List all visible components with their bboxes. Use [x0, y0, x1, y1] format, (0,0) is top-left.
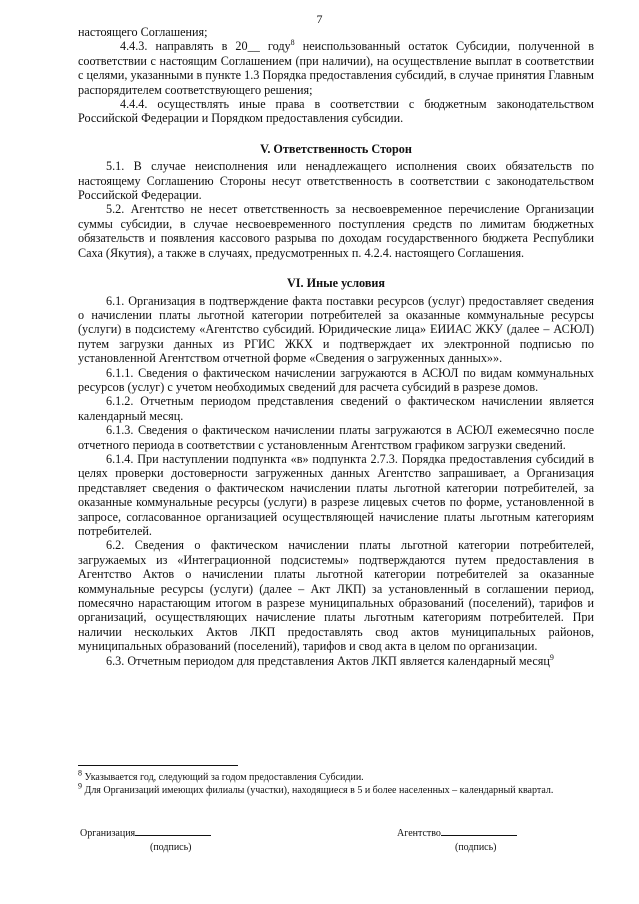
paragraph: [78, 452, 594, 538]
section-heading: [78, 276, 594, 290]
paragraph-text: 4.4.3. направлять в 20__ году: [120, 39, 291, 54]
paragraph-text: 6.2. Сведения о фактическом начислении платы льготной категории потребителей, загружаемых из «Интеграционной подсистемы» подтверждаются путем предоставления в Агентство Актов о начислении платы льготной категории потребителей за оказанные коммунальные ресурсы (услуги) (далее – Акт ЛКП) за установленный в соглашении период, помесячно нарастающим итогом в разрезе муниципальных образований (поселений), тарифов и организаций, осуществляющих начисление платы льготным категориям потребителей. При наличии нескольких Актов ЛКП предоставлять свод актов муниципальных районов, муниципальных образований (поселений), тарифов и свод акта в целом по организации.: [78, 538, 594, 654]
signature-organization: [80, 826, 211, 854]
signature-agency: [397, 826, 517, 854]
paragraph: [78, 25, 594, 39]
paragraph-text: V. Ответственность Сторон: [260, 141, 412, 156]
footnotes: [78, 768, 594, 798]
paragraph-text: 6.1.4. При наступлении подпункта «в» подпункта 2.7.3. Порядка предоставления субсидий в целях проверки достоверности загруженных данных Агентство запрашивает, а Организация представляет сведения о фактическом начислении платы льготной категории потребителей, за оказанные коммунальные ресурсы (услуги) в разрезе лицевых счетов по форме, установленной в запросе, согласованное организацией осуществляющей начисление платы льготным категориям потребителей.: [78, 451, 594, 538]
footnote-text: Для Организаций имеющих филиалы (участки), находящиеся в 5 и более населенных – календарный квартал.: [82, 785, 554, 796]
paragraph: [78, 97, 594, 126]
signature-line: [441, 826, 517, 836]
paragraph-text: 5.2. Агентство не несет ответственность за несвоевременное перечисление Организации суммы субсидии, в случае несвоевременного поступления средств по лимитам бюджетных обязательств и появления кассового разрыва по доходам государственного бюджета Республики Саха (Якутия), а также в случаях, предусмотренных п. 4.2.4. настоящего Соглашения.: [78, 202, 594, 260]
page-number: 7: [316, 12, 323, 26]
footnote: [78, 781, 594, 797]
paragraph: [78, 423, 594, 452]
footnote-mark: 9: [78, 781, 82, 791]
paragraph: [78, 654, 594, 668]
paragraph: [78, 202, 594, 260]
paragraph-text: неиспользованный остаток Субсидии, полученной в соответствии с настоящим Соглашением (при наличии), на осуществление выплат в соответствии с целями, указанными в пункте 1.3 Порядка предоставления субсидий, в случае принятия Главным распорядителем соответствующего решения;: [78, 39, 594, 97]
paragraph-text: 6.1.3. Сведения о фактическом начислении платы загружаются в АСЮЛ ежемесячно после отчетного периода в соответствии с установленным Агентством графиком загрузки сведений.: [78, 423, 594, 452]
paragraph-text: 5.1. В случае неисполнения или ненадлежащего исполнения своих обязательств по настоящему Соглашению Стороны несут ответственность в соответствии с законодательством Российской Федерации.: [78, 159, 594, 203]
signature-label-agency: Агентство: [397, 828, 441, 839]
footnote-mark: 8: [78, 768, 82, 778]
paragraph-text: 6.1.1. Сведения о фактическом начислении загружаются в АСЮЛ по видам коммунальных ресурсов (услуг) с учетом необходимых сведений для расчета субсидий в разрезе домов.: [78, 365, 594, 394]
paragraph: [78, 538, 594, 653]
paragraph: [78, 394, 594, 423]
paragraph-text: 4.4.4. осуществлять иные права в соответствии с бюджетным законодательством Российской Федерации и Порядком предоставления субсидии.: [78, 97, 594, 126]
section-heading: [78, 142, 594, 156]
paragraph-text: настоящего Соглашения;: [78, 25, 208, 39]
signature-caption: (подпись): [455, 842, 497, 853]
document-body: [78, 25, 594, 668]
footnote-separator: [78, 765, 238, 766]
paragraph: [78, 366, 594, 395]
footnote-ref[interactable]: 9: [549, 652, 554, 662]
paragraph-text: 6.1. Организация в подтверждение факта поставки ресурсов (услуг) предоставляет сведения о начислении платы льготной категории потребителей за оказанные коммунальные ресурсы (услуги) в подсистему «Агентство субсидий. Юридические лица» ЕИИАС ЖКУ (далее – АСЮЛ) путем загрузки данных из РГИС ЖКХ и подтверждает их электронной подписью по установленной Агентством отчетной форме «Сведения о загруженных данных»».: [78, 293, 594, 366]
paragraph-text: 6.1.2. Отчетным периодом представления сведений о фактическом начислении является календарный месяц.: [78, 394, 594, 423]
paragraph: [78, 294, 594, 366]
footnote-text: Указывается год, следующий за годом предоставления Субсидии.: [82, 772, 364, 783]
signature-caption: (подпись): [150, 842, 192, 853]
paragraph: [78, 39, 594, 97]
paragraph: [78, 159, 594, 202]
footnote-ref[interactable]: 8: [290, 38, 295, 48]
footnote: [78, 768, 594, 784]
paragraph-text: VI. Иные условия: [286, 276, 386, 291]
paragraph-text: 6.3. Отчетным периодом для представления Актов ЛКП является календарный месяц: [106, 653, 550, 668]
signature-label-organization: Организация: [80, 828, 136, 839]
signature-line: [135, 826, 211, 836]
